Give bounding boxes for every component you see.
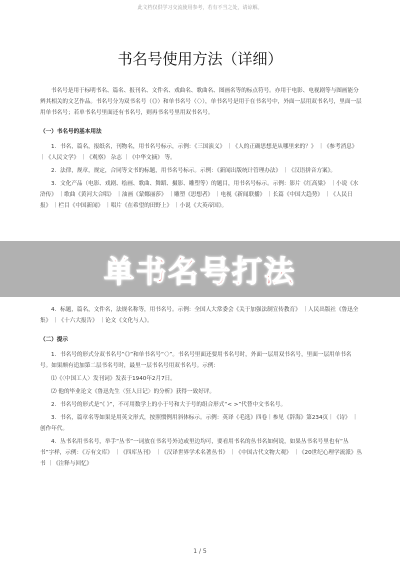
document-body bbox=[40, 86, 362, 214]
document-body-continued bbox=[40, 305, 362, 472]
tips-item: 4．丛书名用书名号，举手“丛书”一词放在书名号外边或里边均可，要看用书名的丛书名如何说，如果丛书名号里也有“丛书”字样，示例：《万有文库》 ｜《四库丛刊》 ｜《汉译世界学术名著丛书》 ｜《中国古代文物大观》 ｜《20世纪心理学流派》丛书 ｜《注释与回忆》 bbox=[40, 439, 362, 467]
basic-usage-item: 1．书名，篇名，报纸名，刊物名，用书名号标示，示例：《三国演义》 ｜《人的正确思想是从哪里来的？》 ｜《参考消息》 ｜《人民文学》 ｜《观察》 杂志 ｜《中华文摘》 等。 bbox=[40, 144, 358, 161]
intro-paragraph: 书名号是用于标明书名、篇名、报刊名、文件名、戏曲名、歌曲名、图画名等的标点符号。亦用于电影、电视剧等与图画能分辨其相关的文艺作品。书名号分为双书名号（《》）和单书名号（〈〉），单书名号是用于在书名号中，外面一层用双书名号，里面一层用单书名号；若单书名号里面还有书名号，则再书名号里用双书名号。 bbox=[40, 88, 362, 116]
section-heading-tips: （二）提示 bbox=[40, 337, 68, 343]
basic-usage-item: 4．标题，篇名，文件名，法规名称等，用书名号。示例：全国人大常委会《关于加强法制宣传教育》 ｜人民出版社《鲁迅全集》 ｜《十六大报告》 ｜论文《文化与人》。 bbox=[40, 307, 359, 324]
basic-usage-item: 2．法律，规章，规定，合同等文书的标题，用书名号标示。示例：《新闻出版统计管理办法》 ｜《汉语拼音方案》。 bbox=[51, 168, 337, 174]
section-heading-basic-usage: （一）书名号的基本用法 bbox=[40, 129, 102, 135]
tips-example: ⑵ 他的毕业论文《鲁迅先生〈狂人日记〉的分析》获得一致好评。 bbox=[51, 389, 215, 395]
title-banner-overlay bbox=[0, 241, 400, 297]
page-number: 1 / 5 bbox=[193, 548, 207, 555]
tips-item: 2．书名号的形式是“《 》”，不可用数学上的小于号和大于号的组合形式“< >”代替中文书名号。 bbox=[51, 402, 287, 408]
banner-text: 单书名号打法 bbox=[104, 255, 296, 290]
basic-usage-item: 3．文化产品（电影、戏剧、绘画、歌曲、舞蹈、摄影、雕塑等）的题目，用书名号标示。示例：影片《红高粱》 ｜小说《水浒传》 ｜歌曲《黄河大合唱》 ｜油画《蒙娜丽莎》 ｜雕塑《思想者》 ｜电视《新闻联播》 ｜长篇《中国大趋势》 ｜《人民日报》 ｜栏目《中国新闻》 ｜唱片《在希望的田野上》 ｜小说《大英帝国》。 bbox=[40, 181, 359, 209]
copyright-notice: 此文档仅供学习交流使用参考，若有不当之处，请谅解。 bbox=[137, 5, 263, 11]
tips-example: ⑴《〈中国工人〉发刊词》发表于1940年2月7日。 bbox=[51, 376, 176, 382]
tips-item: 1．书名号的形式分双书名号“《》”和单书名号“〈〉”。书名号里面还要用书名号时，外面一层用双书名号，里面一层用单书名号。如果颇有追加第二层书名号时，最里一层书名号用双书名号。示例： bbox=[40, 352, 352, 369]
tips-item: 3．书名，篇章名等如果是用英文形式，按照惯例用斜体标示。示例：英译《毛选》四卷｜参见《辞海》第234页｜《诗》 ｜创作年代。 bbox=[40, 415, 358, 432]
document-title: 书名号使用方法（详细） bbox=[117, 50, 283, 68]
